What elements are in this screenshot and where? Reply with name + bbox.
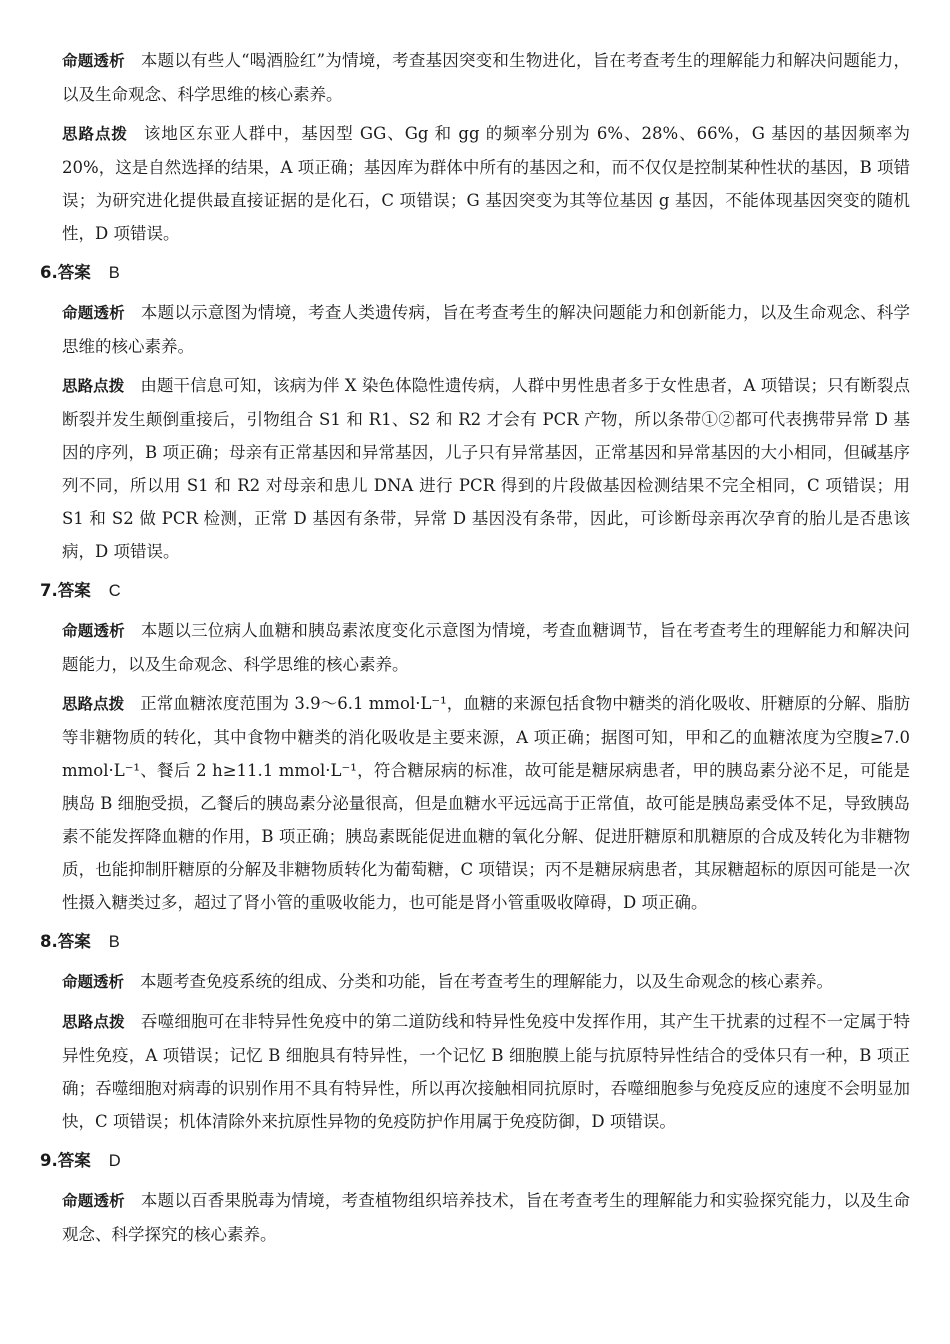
analysis-label: 命题透析 (62, 304, 125, 322)
hint-paragraph (40, 1005, 910, 1138)
hint-text: 正常血糖浓度范围为 3.9～6.1 mmol·L⁻¹，血糖的来源包括食物中糖类的消化吸收、肝糖原的分解、脂肪等非糖物质的转化，其中食物中糖类的消化吸收是主要来源，A 项正确；据图可知，甲和乙的血糖浓度为空腹≥7.0 mmol·L⁻¹、餐后 2 h≥11.1 mmol·L⁻¹，符合糖尿病的标准，故可能是糖尿病患者，甲的胰岛素分泌不足，可能是胰岛 B 细胞受损，乙餐后的胰岛素分泌量很高，但是血糖水平远远高于正常值，故可能是胰岛素受体不足，导致胰岛素不能发挥降血糖的作用，B 项正确；胰岛素既能促进血糖的氧化分解、促进肝糖原和肌糖原的合成及转化为非糖物质，也能抑制肝糖原的分解及非糖物质转化为葡萄糖，C 项错误；丙不是糖尿病患者，其尿糖超标的原因可能是一次性摄入糖类过多，超过了肾小管的重吸收能力，也可能是肾小管重吸收障碍，D 项正确。 (62, 694, 910, 912)
question-8 (40, 925, 910, 1138)
hint-label: 思路点拨 (62, 695, 125, 713)
analysis-label: 命题透析 (62, 52, 125, 70)
answer-value: D (108, 1152, 121, 1170)
hint-paragraph (40, 117, 910, 250)
answer-label: 答案 (57, 932, 91, 951)
answer-line (40, 1144, 910, 1178)
analysis-text: 本题考查免疫系统的组成、分类和功能，旨在考查考生的理解能力，以及生命观念的核心素养。 (140, 972, 834, 991)
answer-line (40, 925, 910, 959)
question-number: 8. (40, 932, 58, 951)
answer-label: 答案 (57, 581, 91, 600)
analysis-paragraph (40, 965, 910, 999)
answer-line (40, 256, 910, 290)
answer-label: 答案 (57, 263, 91, 282)
question-5-explanation (40, 44, 910, 250)
question-number: 7. (40, 581, 58, 600)
answer-value: B (108, 264, 120, 282)
answer-value: B (108, 933, 120, 951)
question-6 (40, 256, 910, 568)
hint-paragraph (40, 687, 910, 919)
analysis-text: 本题以示意图为情境，考查人类遗传病，旨在考查考生的解决问题能力和创新能力，以及生命观念、科学思维的核心素养。 (62, 303, 910, 356)
hint-label: 思路点拨 (62, 125, 128, 143)
question-number: 9. (40, 1151, 58, 1170)
analysis-paragraph (40, 614, 910, 681)
analysis-label: 命题透析 (62, 1192, 125, 1210)
question-number: 6. (40, 263, 58, 282)
question-9 (40, 1144, 910, 1251)
answer-line (40, 574, 910, 608)
analysis-text: 本题以百香果脱毒为情境，考查植物组织培养技术，旨在考查考生的理解能力和实验探究能力，以及生命观念、科学探究的核心素养。 (62, 1191, 910, 1244)
analysis-paragraph (40, 296, 910, 363)
analysis-label: 命题透析 (62, 622, 125, 640)
analysis-paragraph (40, 44, 910, 111)
hint-label: 思路点拨 (62, 377, 125, 395)
question-7 (40, 574, 910, 919)
hint-text: 该地区东亚人群中，基因型 GG、Gg 和 gg 的频率分别为 6%、28%、66%，G 基因的基因频率为 20%，这是自然选择的结果，A 项正确；基因库为群体中所有的基因之和，而不仅仅是控制某种性状的基因，B 项错误；为研究进化提供最直接证据的是化石，C 项错误；G 基因突变为其等位基因 g 基因，不能体现基因突变的随机性，D 项错误。 (62, 124, 910, 243)
hint-paragraph (40, 369, 910, 568)
hint-label: 思路点拨 (62, 1013, 125, 1031)
hint-text: 由题干信息可知，该病为伴 X 染色体隐性遗传病，人群中男性患者多于女性患者，A 项错误；只有断裂点断裂并发生颠倒重接后，引物组合 S1 和 R1、S2 和 R2 才会有 PCR 产物，所以条带①②都可代表携带异常 D 基因的序列，B 项正确；母亲有正常基因和异常基因，儿子只有异常基因，正常基因和异常基因的大小相同，但碱基序列不同，所以用 S1 和 R2 对母亲和患儿 DNA 进行 PCR 得到的片段做基因检测结果不完全相同，C 项错误；用 S1 和 S2 做 PCR 检测，正常 D 基因有条带，异常 D 基因没有条带，因此，可诊断母亲再次孕育的胎儿是否患该病，D 项错误。 (62, 376, 910, 561)
analysis-text: 本题以有些人“喝酒脸红”为情境，考查基因突变和生物进化，旨在考查考生的理解能力和解决问题能力，以及生命观念、科学思维的核心素养。 (62, 51, 910, 104)
analysis-label: 命题透析 (62, 973, 125, 991)
analysis-paragraph (40, 1184, 910, 1251)
analysis-text: 本题以三位病人血糖和胰岛素浓度变化示意图为情境，考查血糖调节，旨在考查考生的理解能力和解决问题能力，以及生命观念、科学思维的核心素养。 (62, 621, 910, 674)
answer-label: 答案 (57, 1151, 91, 1170)
hint-text: 吞噬细胞可在非特异性免疫中的第二道防线和特异性免疫中发挥作用，其产生干扰素的过程不一定属于特异性免疫，A 项错误；记忆 B 细胞具有特异性，一个记忆 B 细胞膜上能与抗原特异性结合的受体只有一种，B 项正确；吞噬细胞对病毒的识别作用不具有特异性，所以再次接触相同抗原时，吞噬细胞参与免疫反应的速度不会明显加快，C 项错误；机体清除外来抗原性异物的免疫防护作用属于免疫防御，D 项错误。 (62, 1012, 910, 1131)
answer-value: C (108, 582, 121, 600)
